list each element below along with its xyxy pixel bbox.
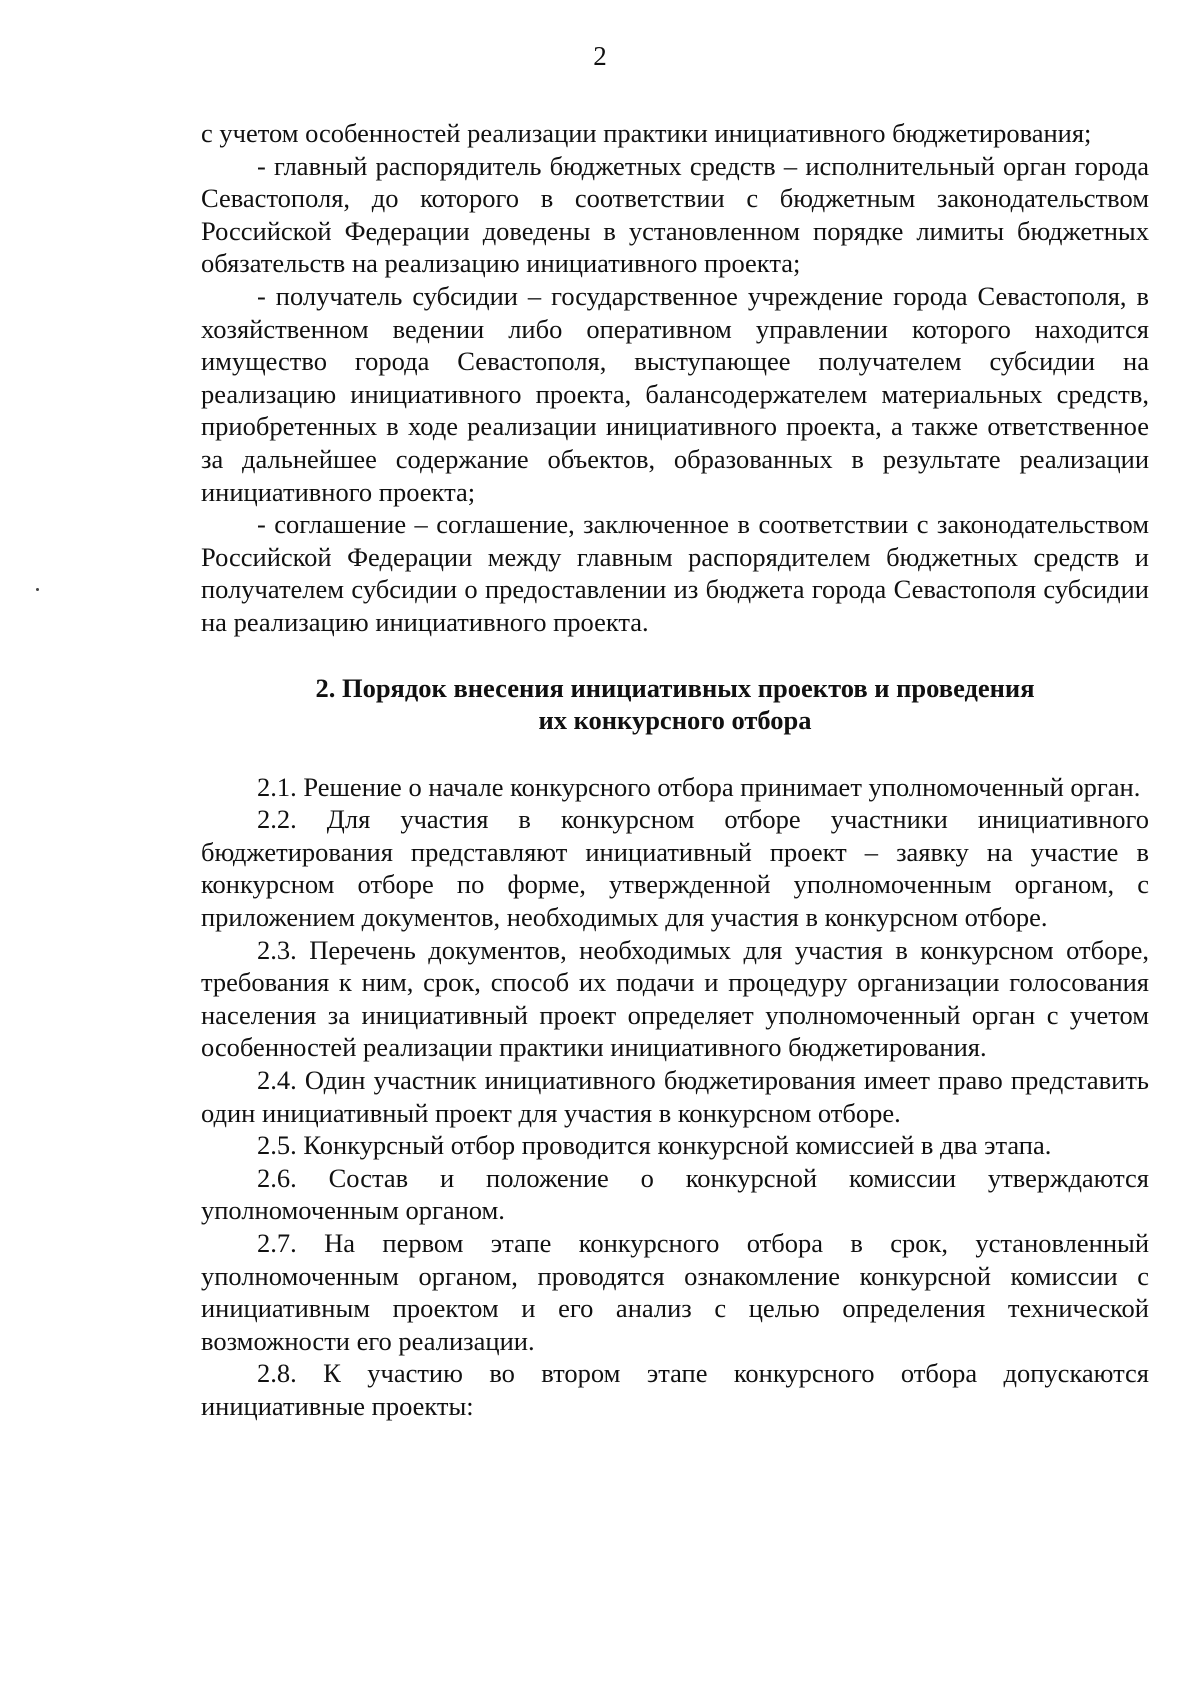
definition-agreement: - соглашение – соглашение, заключенное в соответствии с законодательством Российской Федерации между главным распорядителем бюджетных средств и получателем субсидии о предоставлении из бюджета города Севастополя субсидии на реализацию инициативного проекта.: [201, 509, 1149, 637]
section-heading: [201, 672, 1149, 737]
definition-chief-administrator: - главный распорядитель бюджетных средств – исполнительный орган города Севастополя, до которого в соответствии с бюджетным законодательством Российской Федерации доведены в установленном порядке лимиты бюджетных обязательств на реализацию инициативного проекта;: [201, 150, 1149, 279]
clause-2-3: 2.3. Перечень документов, необходимых для участия в конкурсном отборе, требования к ним, срок, способ их подачи и процедуру организации голосования населения за инициативный проект определяет уполномоченный орган с учетом особенностей реализации практики инициативного бюджетирования.: [201, 934, 1149, 1063]
clause-2-6: 2.6. Состав и положение о конкурсной комиссии утверждаются уполномоченным органом.: [201, 1162, 1149, 1226]
page-number: 2: [593, 41, 607, 71]
paragraph-continuation: с учетом особенностей реализации практики инициативного бюджетирования;: [201, 118, 1092, 148]
definition-subsidy-recipient: - получатель субсидии – государственное учреждение города Севастополя, в хозяйственном ведении либо оперативном управлении которого находится имущество города Севастополя, выступающее получателем субсидии на реализацию инициативного проекта, балансодержателем материальных средств, приобретенных в ходе реализации инициативного проекта, а также ответственное за дальнейшее содержание объектов, образованных в результате реализации инициативного проекта;: [201, 280, 1149, 507]
clause-2-8: 2.8. К участию во втором этапе конкурсного отбора допускаются инициативные проекты:: [201, 1358, 1149, 1421]
clause-2-5: 2.5. Конкурсный отбор проводится конкурсной комиссией в два этапа.: [257, 1130, 1052, 1161]
section-heading-line-2: их конкурсного отбора: [538, 705, 812, 736]
scan-speck: [36, 588, 39, 591]
clause-2-1: 2.1. Решение о начале конкурсного отбора принимает уполномоченный орган.: [257, 771, 1141, 802]
clause-2-4: 2.4. Один участник инициативного бюджетирования имеет право представить один инициативный проект для участия в конкурсном отборе.: [201, 1065, 1149, 1128]
document-body: [201, 117, 1149, 1423]
section-heading-line-1: 2. Порядок внесения инициативных проектов и проведения: [315, 672, 1035, 703]
clause-2-7: 2.7. На первом этапе конкурсного отбора в срок, установленный уполномоченным органом, проводятся ознакомление конкурсной комиссии с инициативным проектом и его анализ с целью определения технической возможности его реализации.: [201, 1228, 1149, 1356]
clause-2-2: 2.2. Для участия в конкурсном отборе участники инициативного бюджетирования представляют инициативный проект – заявку на участие в конкурсном отборе по форме, утвержденной уполномоченным органом, с приложением документов, необходимых для участия в конкурсном отборе.: [201, 804, 1149, 933]
